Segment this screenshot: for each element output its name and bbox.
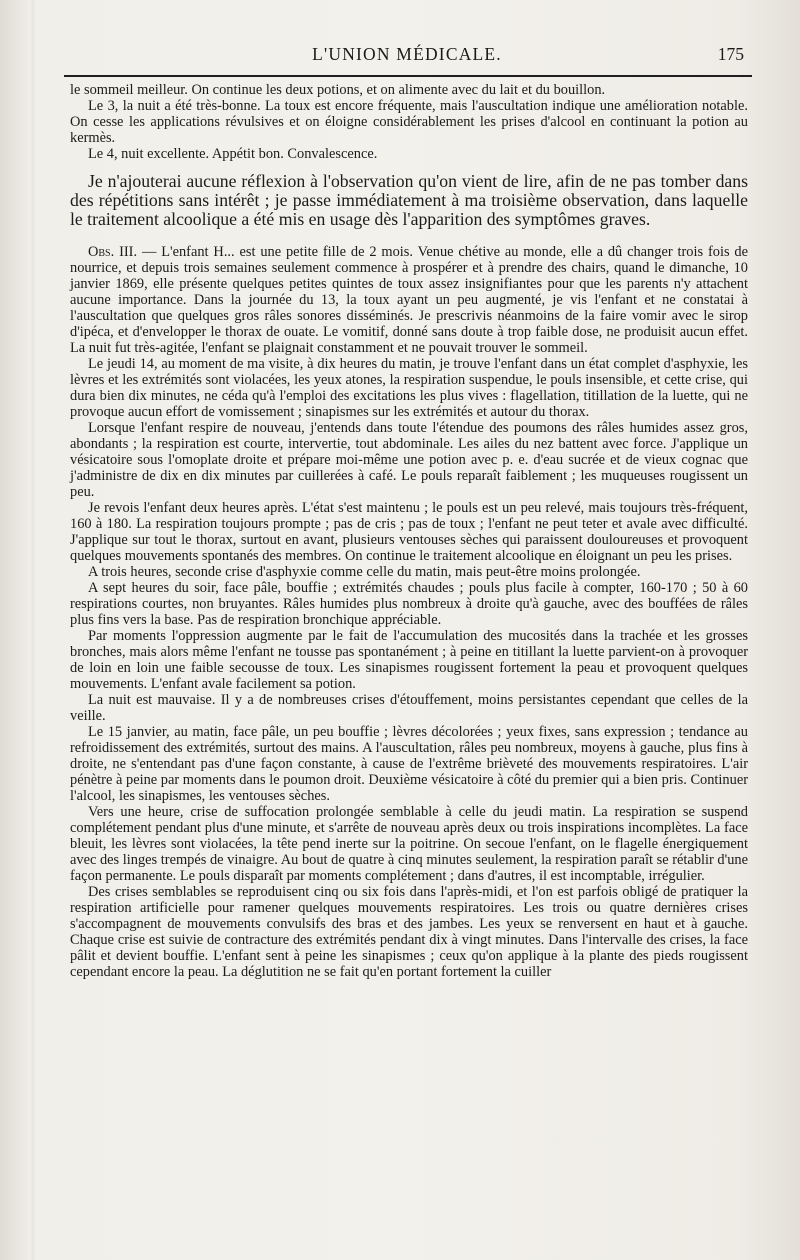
paragraph: A trois heures, seconde crise d'asphyxie comme celle du matin, mais peut-être moins prolongée. bbox=[88, 563, 641, 580]
paragraph: Le 4, nuit excellente. Appétit bon. Convalescence. bbox=[88, 146, 378, 162]
observation-label: Obs. III. bbox=[88, 243, 138, 260]
body-text bbox=[70, 82, 748, 980]
paragraph: Le jeudi 14, au moment de ma visite, à dix heures du matin, je trouve l'enfant dans un état complet d'asphyxie, les lèvres et les extrémités sont violacées, les yeux atones, la respiration suspendue, le pouls insensible, et cette crise, qui dura bien dix minutes, ne céda qu'à l'emploi des excitations les plus vives : flagellation, titillation de la luette, qui ne provoque aucun effort de vomissement ; sinapismes sur les extrémités et autour du thorax. bbox=[70, 355, 748, 420]
paragraph: le sommeil meilleur. On continue les deux potions, et on alimente avec du lait et du bouillon. bbox=[70, 82, 606, 98]
paragraph: Des crises semblables se reproduisent cinq ou six fois dans l'après-midi, et l'on est parfois obligé de pratiquer la respiration artificielle pour ramener quelques mouvements respiratoires. Les trois ou quatre dernières crises s'accompagnent de mouvements convulsifs des bras et des jambes. Les yeux se renversent en haut et à gauche. Chaque crise est suivie de contracture des extrémités pendant dix à vingt minutes. Dans l'intervalle des crises, la face pâlit et devient bouffie. L'enfant sent à peine les sinapismes ; ceux qu'on applique à la plante des pieds rougissent cependant encore la peau. La déglutition ne se fait qu'en portant fortement la cuiller bbox=[70, 883, 748, 980]
author-remark-paragraph: Je n'ajouterai aucune réflexion à l'observation qu'on vient de lire, afin de ne pas tomber dans des répétitions sans intérêt ; je passe immédiatement à ma troisième observation, dans laquelle le traitement alcoolique a été mis en usage dès l'apparition des symptômes graves. bbox=[70, 171, 748, 230]
paragraph: Lorsque l'enfant respire de nouveau, j'entends dans toute l'étendue des poumons des râles humides assez gros, abondants ; la respiration est courte, intervertie, tout abdominale. Les ailes du nez battent avec force. J'applique un vésicatoire sous l'omoplate droite et prépare moi-même une potion avec p. e. d'eau sucrée et de vieux cognac que j'administre de dix en dix minutes par cuillerées à café. Le pouls reparaît faiblement ; les muqueuses rougissent un peu. bbox=[70, 419, 748, 500]
paragraph: Le 3, la nuit a été très-bonne. La toux est encore fréquente, mais l'auscultation indique une amélioration notable. On cesse les applications révulsives et on éloigne considérablement les prises d'alcool en continuant la potion au kermès. bbox=[70, 98, 748, 146]
page-header bbox=[70, 44, 744, 72]
running-title: L'UNION MÉDICALE. bbox=[312, 44, 502, 64]
paragraph: La nuit est mauvaise. Il y a de nombreuses crises d'étouffement, moins persistantes cependant que celles de la veille. bbox=[70, 691, 748, 724]
paragraph: Par moments l'oppression augmente par le fait de l'accumulation des mucosités dans la trachée et les grosses bronches, mais alors même l'enfant ne tousse pas spontanément ; à peine en titillant la luette parvient-on à provoquer de loin en loin une faible secousse de toux. Les sinapismes rougissent fortement la peau et provoquent quelques mouvements. L'enfant avale facilement sa potion. bbox=[70, 627, 748, 692]
header-rule bbox=[64, 75, 752, 77]
paragraph: Le 15 janvier, au matin, face pâle, un peu bouffie ; lèvres décolorées ; yeux fixes, sans expression ; tendance au refroidissement des extrémités, surtout des mains. A l'auscultation, râles peu nombreux, moyens à gauche, plus fins à droite, ne s'entendant pas d'une façon constante, à cause de l'extrême brièveté des mouvements respiratoires. L'air pénètre à peine par moments dans le poumon droit. Deuxième vésicatoire à côté du premier qui a bien pris. Continuer l'alcool, les sinapismes, les ventouses sèches. bbox=[70, 723, 748, 804]
page-number: 175 bbox=[717, 44, 744, 64]
paragraph: Vers une heure, crise de suffocation prolongée semblable à celle du jeudi matin. La respiration se suspend complétement pendant plus d'une minute, et s'arrête de nouveau après deux ou trois inspirations incomplètes. La face bleuit, les lèvres sont violacées, la tête pend inerte sur la poitrine. On secoue l'enfant, on le flagelle énergiquement avec des linges trempés de vinaigre. Au bout de quatre à cinq minutes seulement, la respiration paraît se rétablir d'une façon permanente. Le pouls disparaît par moments complétement ; dans d'autres, il est incomptable, irrégulier. bbox=[70, 803, 748, 884]
observation-paragraph: Obs. III. — L'enfant H... est une petite fille de 2 mois. Venue chétive au monde, elle a dû changer trois fois de nourrice, et depuis trois semaines seulement commence à prospérer et à prendre des chairs, quand le dimanche, 10 janvier 1869, elle présente quelques petites quintes de toux assez insignifiantes pour que les parents n'y attachent aucune importance. Dans la journée du 13, la toux ayant un peu augmenté, je vis l'enfant et ne constatai à l'auscultation que quelques gros râles sonores disséminés. Je prescrivis néanmoins de la faire vomir avec le sirop d'ipéca, et d'envelopper le thorax de ouate. Le vomitif, donné sans doute à trop faible dose, ne produisit aucun effet. La nuit fut très-agitée, l'enfant se plaignait constamment et ne pouvait trouver le sommeil. bbox=[70, 243, 748, 356]
paragraph: A sept heures du soir, face pâle, bouffie ; extrémités chaudes ; pouls plus facile à compter, 160-170 ; 50 à 60 respirations courtes, non bruyantes. Râles humides plus nombreux à droite qu'à gauche, avec des bouffées de râles plus fins vers la base. Pas de respiration bronchique appréciable. bbox=[70, 579, 748, 628]
page-fold-shadow bbox=[30, 0, 36, 1260]
paragraph: Je revois l'enfant deux heures après. L'état s'est maintenu ; le pouls est un peu relevé, mais toujours très-fréquent, 160 à 180. La respiration toujours prompte ; pas de cris ; pas de toux ; l'enfant ne peut teter et avale avec difficulté. J'applique sur tout le thorax, surtout en avant, plusieurs ventouses sèches qui paraissent douloureuses et provoquent quelques mouvements spontanés des membres. On continue le traitement alcoolique en éloignant un peu les prises. bbox=[70, 499, 748, 564]
observation-text: L'enfant H... est une petite fille de 2 mois. Venue chétive au monde, elle a dû changer trois fois de nourrice, et depuis trois semaines seulement commence à prospérer et à prendre des chairs, quand le dimanche, 10 janvier 1869, elle présente quelques petites quintes de toux assez insignifiantes pour que les parents n'y attachent aucune importance. Dans la journée du 13, la toux ayant un peu augmenté, je vis l'enfant et ne constatai à l'auscultation que quelques gros râles sonores disséminés. Je prescrivis néanmoins de la faire vomir avec le sirop d'ipéca, et d'envelopper le thorax de ouate. Le vomitif, donné sans doute à trop faible dose, ne produisit aucun effet. La nuit fut très-agitée, l'enfant se plaignait constamment et ne pouvait trouver le sommeil. bbox=[70, 243, 748, 356]
